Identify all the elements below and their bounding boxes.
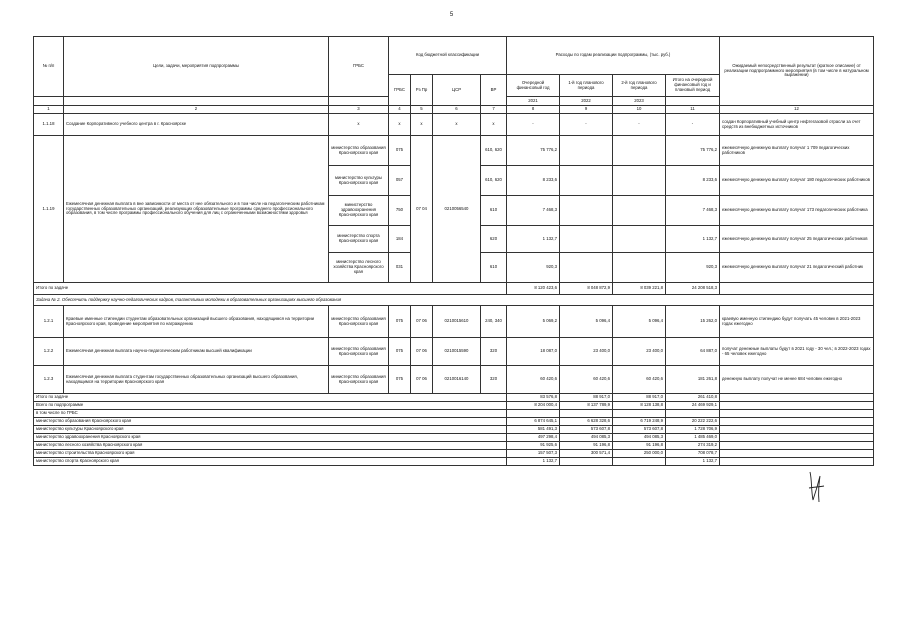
grbs-2022 [560,458,613,466]
grbs-2022: 494 085,3 [560,434,613,442]
row-num: 1.2.3 [34,366,64,394]
colnum: 1 [34,106,64,114]
row-2022 [560,253,613,283]
total-label: Итого по задаче [34,394,507,402]
row-total: 75 776,2 [666,136,720,166]
total-row [34,394,874,402]
grbs-2022: 573 607,8 [560,426,613,434]
header-2021: 2021 [507,97,560,106]
header-row-1 [34,37,874,75]
row-grbs: министерство образования Красноярского края [329,366,389,394]
header-2022: 2022 [560,97,613,106]
total-2021: 8 204 000,4 [507,402,560,410]
grbs-result [720,442,874,450]
incl-row [34,410,874,418]
row-2023 [613,226,666,253]
header-num: № п/п [34,37,64,97]
header-sub-rzpr: Рз Пр [411,75,433,106]
row-num: 1.1.19 [34,136,64,283]
row-grbs: министерство спорта Красноярского края [329,226,389,253]
row-2021: - [507,114,560,136]
row-2023 [613,196,666,226]
row-2023: 23 400,0 [613,338,666,366]
header-goals: Цели, задачи, мероприятия подпрограммы [64,37,329,97]
row-code: 075 [389,338,411,366]
row-code: 075 [389,366,411,394]
total-row [34,283,874,295]
row-result: ежемесячную денежную выплату получат 180 педагогических работников [720,166,874,196]
table-row [34,114,874,136]
row-2021: 18 087,0 [507,338,560,366]
row-code: х [389,114,411,136]
row-total: 920,3 [666,253,720,283]
row-2023 [613,253,666,283]
incl-2023 [613,410,666,418]
row-result: ежемесячную денежную выплату получат 21 педагогический работник [720,253,874,283]
row-grbs: министерство здравоохранения Красноярского края [329,196,389,226]
grbs-label: министерство спорта Красноярского края [34,458,507,466]
header-budget-code: Код бюджетной классификации [389,37,507,75]
grbs-total: 274 319,2 [666,442,720,450]
row-2022 [560,136,613,166]
row-grbs: министерство культуры Красноярского края [329,166,389,196]
row-rzpr: 07 06 [411,306,433,338]
row-csr: х [433,114,481,136]
row-2023: - [613,114,666,136]
header-num-blank [34,97,64,106]
grbs-2021: 157 507,3 [507,450,560,458]
row-grbs: министерство образования Красноярского края [329,136,389,166]
grbs-label: министерство здравоохранения Красноярского края [34,434,507,442]
row-goal: Ежемесячная денежная выплата в вне зависимости от места от нее обязательного и в том числе на педагогическим работникам государственных образовательных организаций, реализующих образовательные программы среднего профессионального образования, в том числе программы профессионального обучения для лиц с ограниченными возможностями здоровья [64,136,329,283]
column-number-row [34,106,874,114]
total-2021: 83 576,8 [507,394,560,402]
grbs-2023 [613,458,666,466]
row-2021: 60 420,6 [507,366,560,394]
grbs-2022: 6 628 328,6 [560,418,613,426]
grbs-2021: 581 491,3 [507,426,560,434]
row-result: ежемесячную денежную выплату получат 25 педагогических работников [720,226,874,253]
total-sum: 261 410,8 [666,394,720,402]
row-2022 [560,196,613,226]
row-num: 1.1.18 [34,114,64,136]
row-2023: 60 420,6 [613,366,666,394]
row-2022: 23 400,0 [560,338,613,366]
grbs-2023: 494 085,3 [613,434,666,442]
row-vr: х [481,114,507,136]
row-code: 750 [389,196,411,226]
grbs-result [720,450,874,458]
row-vr: 240, 340 [481,306,507,338]
row-result: ежемесячную денежную выплату получат 173 педагогических работника [720,196,874,226]
header-goals-blank [64,97,329,106]
total-result [720,402,874,410]
grbs-total: 20 222 222,6 [666,418,720,426]
row-2023 [613,166,666,196]
header-2023: 2023 [613,97,666,106]
grbs-row [34,434,874,442]
row-2022 [560,226,613,253]
task-heading-row [34,295,874,306]
row-num: 1.2.2 [34,338,64,366]
header-sub-csr: ЦСР [433,75,481,106]
grbs-label: министерство строительства Красноярского края [34,450,507,458]
grbs-label: министерство лесного хозяйства Красноярского края [34,442,507,450]
total-2023: 8 039 221,8 [613,283,666,295]
row-csr: 0210056540 [433,136,481,283]
grbs-row [34,426,874,434]
header-grbs-blank [329,97,389,106]
grbs-2021: 1 132,7 [507,458,560,466]
row-total: 64 887,0 [666,338,720,366]
grbs-total: 1 485 469,0 [666,434,720,442]
row-vr: 320 [481,366,507,394]
grbs-result [720,434,874,442]
row-csr: 0210015610 [433,306,481,338]
row-result: ежемесячную денежную выплату получат 1 709 педагогических работников [720,136,874,166]
row-vr: 610 [481,196,507,226]
grbs-label: министерство образования Красноярского края [34,418,507,426]
row-2021: 8 233,6 [507,166,560,196]
table-row [34,338,874,366]
row-vr: 610, 620 [481,136,507,166]
row-grbs: министерство образования Красноярского края [329,306,389,338]
row-num: 1.2.1 [34,306,64,338]
incl-2021 [507,410,560,418]
incl-result [720,410,874,418]
grbs-row [34,442,874,450]
grbs-label: министерство культуры Красноярского края [34,426,507,434]
row-total: 8 233,6 [666,166,720,196]
table-row [34,306,874,338]
header-year-1: 1-й год планового периода [560,75,613,97]
row-code: 031 [389,253,411,283]
row-total: 7 468,3 [666,196,720,226]
total-row [34,402,874,410]
row-code: 075 [389,306,411,338]
row-vr: 620 [481,226,507,253]
grbs-result [720,458,874,466]
row-2023 [613,136,666,166]
colnum: 9 [560,106,613,114]
colnum: 3 [329,106,389,114]
grbs-result [720,418,874,426]
row-2022: 60 420,6 [560,366,613,394]
row-grbs: министерство образования Красноярского края [329,338,389,366]
colnum: 6 [433,106,481,114]
row-2021: 1 132,7 [507,226,560,253]
row-result: получат денежные выплаты будут в 2021 году - 30 чел.; в 2022-2023 годах - 65 человек ежегодно [720,338,874,366]
header-year-current: Очередной финансовый год [507,75,560,97]
row-2022: 5 096,4 [560,306,613,338]
row-vr: 320 [481,338,507,366]
header-expenses: Расходы по годам реализации подпрограммы, (тыс. руб.) [507,37,720,75]
row-2022 [560,166,613,196]
row-rzpr: 07 04 [411,136,433,283]
row-code: 184 [389,226,411,253]
incl-label: в том числе по ГРБС [34,410,507,418]
grbs-2023: 6 719 248,9 [613,418,666,426]
row-rzpr: 07 06 [411,338,433,366]
grbs-row [34,458,874,466]
grbs-total: 1 132,7 [666,458,720,466]
total-label: Итого по задаче [34,283,507,295]
row-goal: Краевые именные стипендии студентам образовательных организаций высшего образования, находящимся на территории Красноярского края, проведение мероприятия по награждению [64,306,329,338]
header-year-total: Итого на очередной финансовый год и плановый период [666,75,720,97]
colnum: 10 [613,106,666,114]
grbs-row [34,418,874,426]
colnum: 8 [507,106,560,114]
total-2021: 8 120 423,6 [507,283,560,295]
grbs-2021: 497 298,4 [507,434,560,442]
colnum: 7 [481,106,507,114]
row-2021: 5 069,2 [507,306,560,338]
total-sum: 24 469 929,1 [666,402,720,410]
row-vr: 610 [481,253,507,283]
total-result [720,394,874,402]
row-2021: 75 776,2 [507,136,560,166]
header-sub-grbs: ГРБС [389,75,411,106]
header-sub-vr: ВР [481,75,507,106]
grbs-total: 708 078,7 [666,450,720,458]
row-2021: 7 468,3 [507,196,560,226]
grbs-2022: 91 196,8 [560,442,613,450]
header-year-2: 2-й год планового периода [613,75,666,97]
row-2021: 920,3 [507,253,560,283]
row-2023: 5 096,4 [613,306,666,338]
header-total-blank [666,97,720,106]
colnum: 5 [411,106,433,114]
row-total: 1 132,7 [666,226,720,253]
row-rzpr: х [411,114,433,136]
header-grbs: ГРБС [329,37,389,97]
row-grbs: х [329,114,389,136]
incl-2022 [560,410,613,418]
row-code: 057 [389,166,411,196]
row-total: 15 262,0 [666,306,720,338]
row-2022: - [560,114,613,136]
total-result [720,283,874,295]
grbs-2021: 6 874 645,1 [507,418,560,426]
row-total: - [666,114,720,136]
row-goal: Создание Корпоративного учебного центра в г. Красноярске [64,114,329,136]
handwritten-signature [806,470,826,504]
row-total: 181 261,8 [666,366,720,394]
row-grbs: министерство лесного хозяйства Красноярского края [329,253,389,283]
row-goal: Ежемесячная денежная выплата научно-педагогическим работникам высшей квалификации [64,338,329,366]
total-2022: 8 048 872,9 [560,283,613,295]
grbs-2023: 91 196,8 [613,442,666,450]
row-goal: Ежемесячная денежная выплата студентам государственных образовательных организаций высшего образования, находящимся на территории Красноярского края [64,366,329,394]
colnum: 12 [720,106,874,114]
colnum: 2 [64,106,329,114]
grbs-2023: 573 607,8 [613,426,666,434]
grbs-result [720,426,874,434]
incl-total [666,410,720,418]
task-2-heading: Задача № 2. Обеспечить поддержку научно-педагогических кадров, талантливых молодежи в образовательных организациях высшего образования [34,295,874,306]
row-result: краевую именную стипендию будут получать 45 человек в 2021-2023 годах ежегодно [720,306,874,338]
subprogram-total-label: Всего по подпрограмме [34,402,507,410]
grbs-total: 1 728 706,9 [666,426,720,434]
total-sum: 24 208 518,3 [666,283,720,295]
table-row [34,136,874,166]
row-code: 075 [389,136,411,166]
row-csr: 0210015590 [433,338,481,366]
total-2023: 8 128 138,8 [613,402,666,410]
grbs-row [34,450,874,458]
subprogram-table [33,36,874,466]
table-row [34,366,874,394]
total-2023: 88 917,0 [613,394,666,402]
grbs-2023: 250 000,0 [613,450,666,458]
total-2022: 8 137 789,9 [560,402,613,410]
row-result: денежную выплату получат не менее 684 человек ежегодно [720,366,874,394]
row-vr: 610, 620 [481,166,507,196]
grbs-2021: 91 925,6 [507,442,560,450]
colnum: 11 [666,106,720,114]
colnum: 4 [389,106,411,114]
page-number: 5 [449,12,454,18]
total-2022: 88 917,0 [560,394,613,402]
row-csr: 0210016140 [433,366,481,394]
row-rzpr: 07 06 [411,366,433,394]
header-result: Ожидаемый непосредственный результат (краткое описание) от реализации подпрограммного мероприятия (в том числе в натуральном выражении) [720,37,874,106]
row-result: создан Корпоративный учебный центр нефтегазовой отрасли за счет средств из внебюджетных источников [720,114,874,136]
grbs-2022: 300 571,4 [560,450,613,458]
